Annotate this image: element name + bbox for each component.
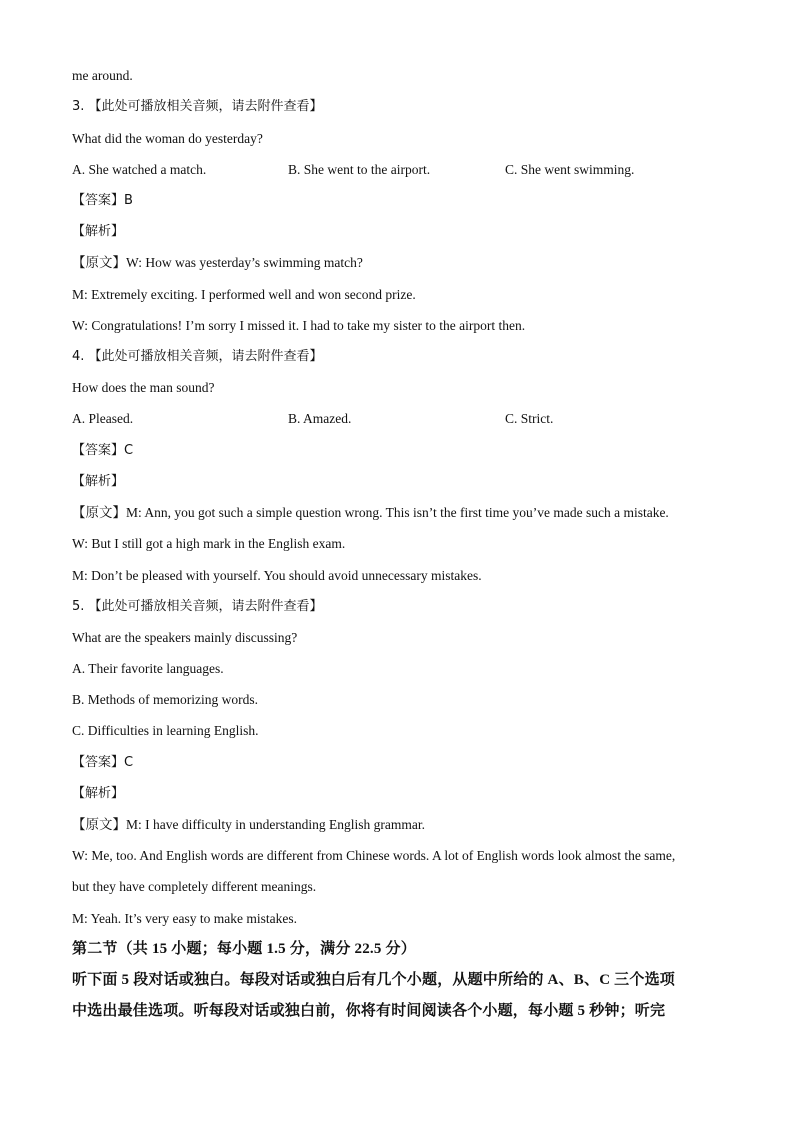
q5-option-c: C. Difficulties in learning English. <box>72 723 259 738</box>
q3-answer: 【答案】B <box>72 193 133 208</box>
q5-analysis-label: 【解析】 <box>72 786 125 801</box>
q5-transcript-line-2: W: Me, too. And English words are different from Chinese words. A lot of English words look almost the same, <box>72 848 676 863</box>
q4-answer: 【答案】C <box>72 443 134 458</box>
section-2-instructions-line-1: 听下面 5 段对话或独白。每段对话或独白后有几个小题，从题中所给的 A、B、C 三个选项 <box>72 972 675 988</box>
q4-audio-header: 4. 【此处可播放相关音频，请去附件查看】 <box>72 349 323 364</box>
q5-transcript-line-3: but they have completely different meanings. <box>72 879 317 894</box>
q3-option-b: B. She went to the airport. <box>288 162 431 177</box>
q5-audio-header: 5. 【此处可播放相关音频，请去附件查看】 <box>72 599 323 614</box>
q3-option-c: C. She went swimming. <box>505 162 635 177</box>
q4-transcript-line-3: M: Don’t be pleased with yourself. You should avoid unnecessary mistakes. <box>72 568 482 583</box>
section-2-title: 第二节（共 15 小题；每小题 1.5 分，满分 22.5 分） <box>72 941 416 957</box>
q3-question: What did the woman do yesterday? <box>72 131 263 146</box>
q5-transcript-line-1: 【原文】M: I have difficulty in understanding English grammar. <box>72 817 425 832</box>
q4-option-b: B. Amazed. <box>288 411 352 426</box>
q3-analysis-label: 【解析】 <box>72 224 125 239</box>
q5-question: What are the speakers mainly discussing? <box>72 630 298 645</box>
q5-option-b: B. Methods of memorizing words. <box>72 692 258 707</box>
q4-option-c: C. Strict. <box>505 411 554 426</box>
q3-transcript-line-2: M: Extremely exciting. I performed well and won second prize. <box>72 287 416 302</box>
q4-transcript-line-1: 【原文】M: Ann, you got such a simple question wrong. This isn’t the first time you’ve made such a mistake. <box>72 505 669 520</box>
q4-question: How does the man sound? <box>72 380 215 395</box>
continued-line: me around. <box>72 68 133 83</box>
q3-transcript-line-1: 【原文】W: How was yesterday’s swimming match? <box>72 255 363 270</box>
q3-transcript-line-3: W: Congratulations! I’m sorry I missed it. I had to take my sister to the airport then. <box>72 318 526 333</box>
q4-option-a: A. Pleased. <box>72 411 134 426</box>
q4-analysis-label: 【解析】 <box>72 474 125 489</box>
q4-transcript-line-2: W: But I still got a high mark in the English exam. <box>72 536 346 551</box>
q5-transcript-line-4: M: Yeah. It’s very easy to make mistakes. <box>72 911 297 926</box>
q5-option-a: A. Their favorite languages. <box>72 661 224 676</box>
section-2-instructions-line-2: 中选出最佳选项。听每段对话或独白前，你将有时间阅读各个小题，每小题 5 秒钟；听完 <box>72 1003 666 1019</box>
q3-option-a: A. She watched a match. <box>72 162 207 177</box>
q5-answer: 【答案】C <box>72 755 134 770</box>
q3-audio-header: 3. 【此处可播放相关音频，请去附件查看】 <box>72 99 323 114</box>
